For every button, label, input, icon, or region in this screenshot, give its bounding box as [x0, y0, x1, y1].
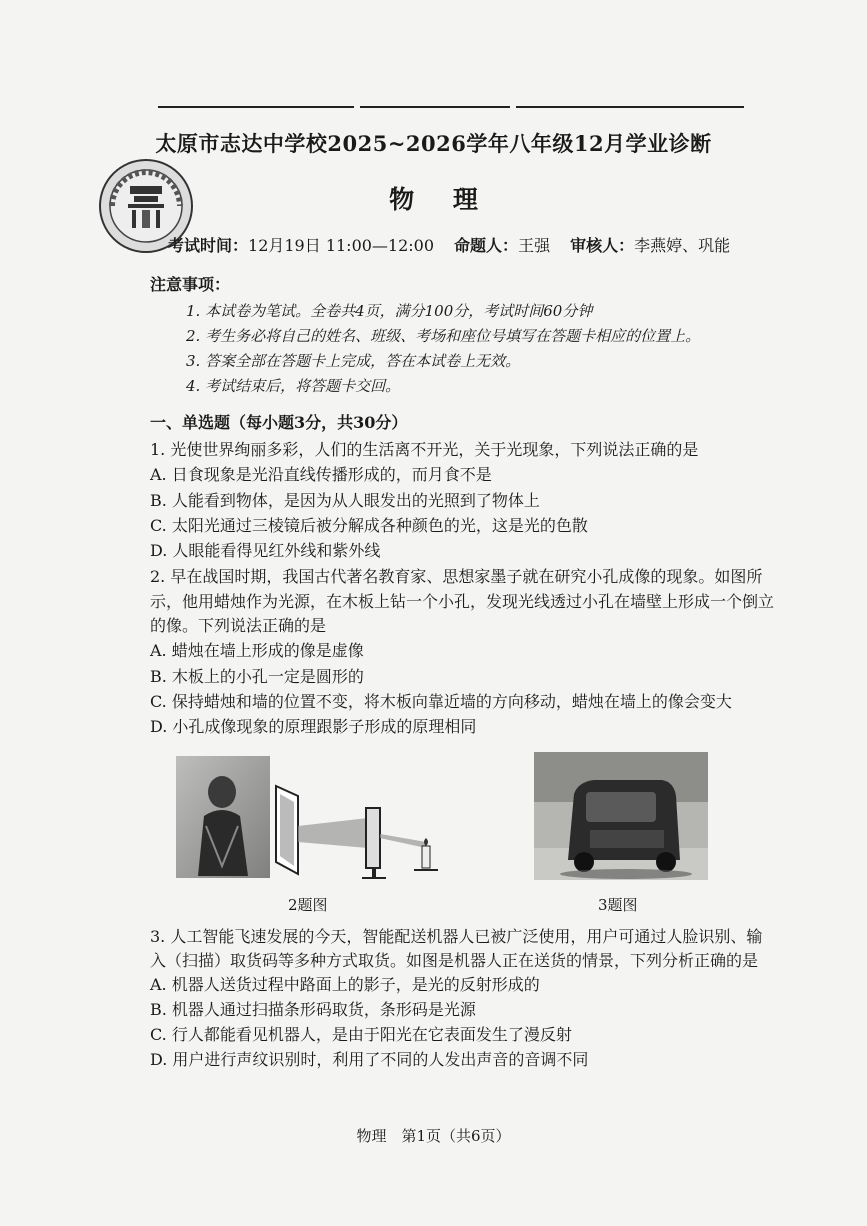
question-1-option-c: C. 太阳光通过三棱镜后被分解成各种颜色的光，这是光的色散: [150, 516, 588, 535]
exam-meta: [168, 233, 730, 256]
question-3-option-c: C. 行人都能看见机器人，是由于阳光在它表面发生了漫反射: [150, 1025, 572, 1044]
figure-2-caption: 2题图: [288, 896, 328, 914]
figure-3-robot-image: [534, 752, 708, 880]
question-1-option-d: D. 人眼能看得见红外线和紫外线: [150, 541, 381, 560]
note-item: 3. 答案全部在答题卡上完成，答在本试卷上无效。: [186, 352, 521, 370]
question-2-stem-line: 的像。下列说法正确的是: [150, 616, 327, 635]
note-item: 2. 考生务必将自己的姓名、班级、考场和座位号填写在答题卡相应的位置上。: [186, 327, 701, 345]
time-value: 12月19日 11:00—12:00: [248, 236, 435, 255]
question-2-option-c: C. 保持蜡烛和墙的位置不变，将木板向靠近墙的方向移动，蜡烛在墙上的像会变大: [150, 692, 732, 711]
figure-2-pinhole-image: [176, 756, 440, 884]
author-label: 命题人：: [454, 236, 519, 255]
question-2-stem-line: 示，他用蜡烛作为光源，在木板上钻一个小孔，发现光线透过小孔在墙壁上形成一个倒立: [150, 592, 775, 611]
subject-title: 物 理: [389, 185, 478, 214]
question-1-option-a: A. 日食现象是光沿直线传播形成的，而月食不是: [150, 465, 492, 484]
header-rule-right: [516, 106, 744, 108]
question-3-stem-line: 入（扫描）取货码等多种方式取货。如图是机器人正在送货的情景，下列分析正确的是: [150, 951, 759, 970]
reviewer-label: 审核人：: [570, 236, 635, 255]
author-value: 王强: [518, 236, 551, 255]
question-3-option-d: D. 用户进行声纹识别时，利用了不同的人发出声音的音调不同: [150, 1050, 589, 1069]
note-item: 1. 本试卷为笔试。全卷共4页，满分100分，考试时间60分钟: [186, 302, 593, 320]
question-3-option-a: A. 机器人送货过程中路面上的影子，是光的反射形成的: [150, 975, 540, 994]
question-3-option-b: B. 机器人通过扫描条形码取货，条形码是光源: [150, 1000, 476, 1019]
header-rule-middle: [360, 106, 510, 108]
section-heading: 一、单选题（每小题3分，共30分）: [150, 413, 408, 432]
question-2-option-b: B. 木板上的小孔一定是圆形的: [150, 667, 364, 686]
header-rule-left: [158, 106, 354, 108]
question-2-option-a: A. 蜡烛在墙上形成的像是虚像: [150, 641, 364, 660]
question-1-stem: 1. 光使世界绚丽多彩，人们的生活离不开光，关于光现象，下列说法正确的是: [150, 440, 699, 459]
note-item: 4. 考试结束后，将答题卡交回。: [186, 377, 401, 395]
time-label: 考试时间：: [168, 236, 249, 255]
figure-3-caption: 3题图: [598, 896, 638, 914]
question-2-option-d: D. 小孔成像现象的原理跟影子形成的原理相同: [150, 717, 477, 736]
notes-heading: 注意事项：: [150, 275, 231, 294]
page-footer: 物理 第1页（共6页）: [356, 1127, 511, 1145]
question-2-stem-line: 2. 早在战国时期，我国古代著名教育家、思想家墨子就在研究小孔成像的现象。如图所: [150, 567, 763, 586]
exam-title: 太原市志达中学校2025~2026学年八年级12月学业诊断: [155, 131, 712, 156]
question-3-stem-line: 3. 人工智能飞速发展的今天，智能配送机器人已被广泛使用，用户可通过人脸识别、输: [150, 927, 763, 946]
reviewer-value: 李燕婷、巩能: [634, 236, 731, 255]
question-1-option-b: B. 人能看到物体，是因为从人眼发出的光照到了物体上: [150, 491, 540, 510]
